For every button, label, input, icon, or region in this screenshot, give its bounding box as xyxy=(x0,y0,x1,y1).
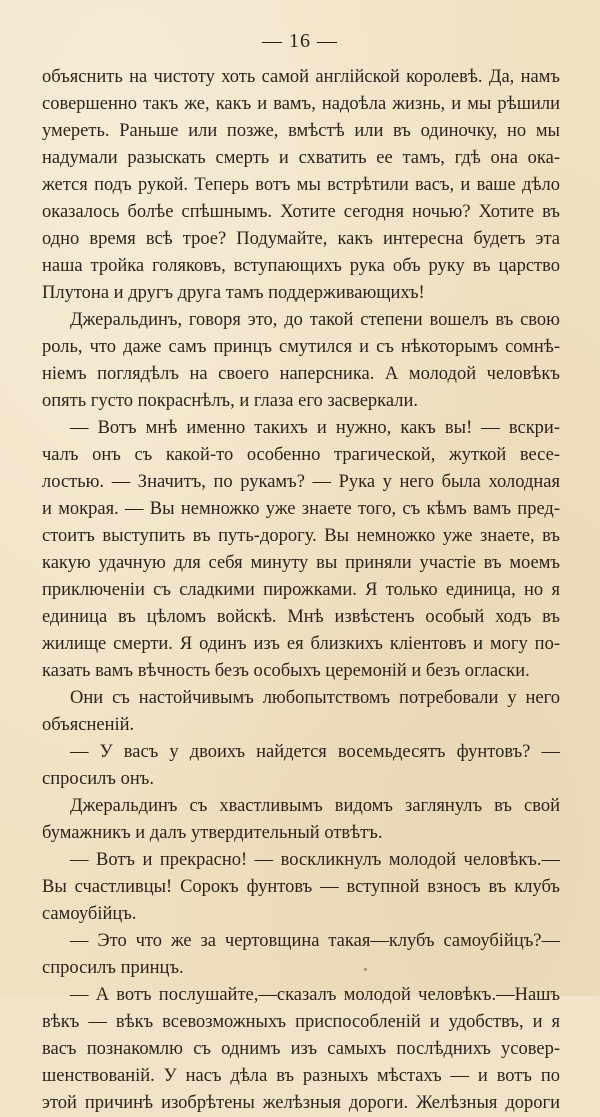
text-line: этой причинѣ изобрѣтены желѣзныя дороги. Желѣзныя дороги xyxy=(42,1093,560,1113)
text-line: шенствованій. У насъ дѣла въ разныхъ мѣстахъ — и вотъ по xyxy=(42,1066,560,1086)
text-line: опять густо покраснѣлъ, и глаза его засверкали. xyxy=(42,391,419,411)
paragraph xyxy=(42,415,560,685)
text-line: совершенно такъ же, какъ и вамъ, надоѣла жизнь, и мы рѣшили xyxy=(42,94,560,114)
paragraph xyxy=(42,685,560,739)
paragraph xyxy=(42,307,560,415)
text-line: жется подъ рукой. Теперь вотъ мы встрѣтили васъ, и ваше дѣло xyxy=(42,175,560,195)
text-line: объясненій. xyxy=(42,715,135,735)
text-line: бумажникъ и далъ утвердительный отвѣтъ. xyxy=(42,823,383,843)
text-line: оказалось болѣе спѣшнымъ. Хотите сегодня ночью? Хотите въ xyxy=(42,202,560,222)
text-line: самоубійцъ. xyxy=(42,904,137,924)
text-line: жилище смерти. Я одинъ изъ ея близкихъ кліентовъ и могу по- xyxy=(42,634,560,654)
text-body xyxy=(42,64,560,1117)
paragraph xyxy=(42,928,560,982)
paragraph xyxy=(42,982,560,1117)
text-line: — Вотъ мнѣ именно такихъ и нужно, какъ вы! — вскри- xyxy=(70,418,560,438)
text-line: — Это что же за чертовщина такая—клубъ самоубійцъ?— xyxy=(70,931,560,951)
text-line: Джеральдинъ съ хвастливымъ видомъ заглянулъ въ свой xyxy=(70,796,560,816)
text-line: наша тройка голяковъ, вступающихъ рука объ руку въ царство xyxy=(42,256,560,276)
text-line: единица въ цѣломъ войскѣ. Мнѣ извѣстенъ особый ходъ въ xyxy=(42,607,560,627)
text-line: васъ познакомлю съ однимъ изъ самыхъ послѣднихъ усовер- xyxy=(42,1039,560,1059)
paragraph xyxy=(42,739,560,793)
text-line: роль, что даже самъ принцъ смутился и съ нѣкоторымъ сомнѣ- xyxy=(42,337,560,357)
page-number: — 16 — xyxy=(262,30,338,52)
text-line: ніемъ поглядѣлъ на своего наперсника. А молодой человѣкъ xyxy=(42,364,560,384)
text-line: умереть. Раньше или позже, вмѣстѣ или въ одиночку, но мы xyxy=(42,121,560,141)
text-line: надумали разыскать смерть и схватить ее тамъ, гдѣ она ока- xyxy=(42,148,560,168)
paragraph xyxy=(42,793,560,847)
text-line: приключеніи съ сладкими пирожками. Я только единица, но я xyxy=(42,580,560,600)
paragraph xyxy=(42,847,560,928)
text-line: вѣкъ — вѣкъ всевозможныхъ приспособленій и удобствъ, и я xyxy=(42,1012,560,1032)
paper-speck xyxy=(364,968,367,971)
text-line: одно время всѣ трое? Подумайте, какъ интересна будетъ эта xyxy=(42,229,560,249)
text-line: — А вотъ послушайте,—сказалъ молодой человѣкъ.—Нашъ xyxy=(70,985,560,1005)
text-line: казать вамъ вѣчность безъ особыхъ церемоній и безъ огласки. xyxy=(42,661,530,681)
text-line: лостью. — Значитъ, по рукамъ? — Рука у него была холодная xyxy=(42,472,560,492)
text-line: Джеральдинъ, говоря это, до такой степени вошелъ въ свою xyxy=(70,310,560,330)
text-line: спросилъ онъ. xyxy=(42,769,154,789)
text-line: — У васъ у двоихъ найдется восемьдесятъ фунтовъ? — xyxy=(70,742,560,762)
text-line: чалъ онъ съ какой-то особенно трагической, жуткой весе- xyxy=(42,445,560,465)
text-line: — Вотъ и прекрасно! — воскликнулъ молодой человѣкъ.— xyxy=(70,850,560,870)
text-line: спросилъ принцъ. xyxy=(42,958,184,978)
text-line: Они съ настойчивымъ любопытствомъ потребовали у него xyxy=(70,688,560,708)
text-line: какую удачную для себя минуту вы приняли участіе въ моемъ xyxy=(42,553,560,573)
text-line: Плутона и другъ друга тамъ поддерживающихъ! xyxy=(42,283,425,303)
text-line: и мокрая. — Вы немножко уже знаете того, съ кѣмъ вамъ пред- xyxy=(42,499,560,519)
text-line: Вы счастливцы! Сорокъ фунтовъ — вступной взносъ въ клубъ xyxy=(42,877,560,897)
text-line: стоитъ выступить въ путь-дорогу. Вы немножко уже знаете, въ xyxy=(42,526,560,546)
text-line: объяснить на чистоту хоть самой англійской королевѣ. Да, намъ xyxy=(42,67,560,87)
paragraph xyxy=(42,64,560,307)
